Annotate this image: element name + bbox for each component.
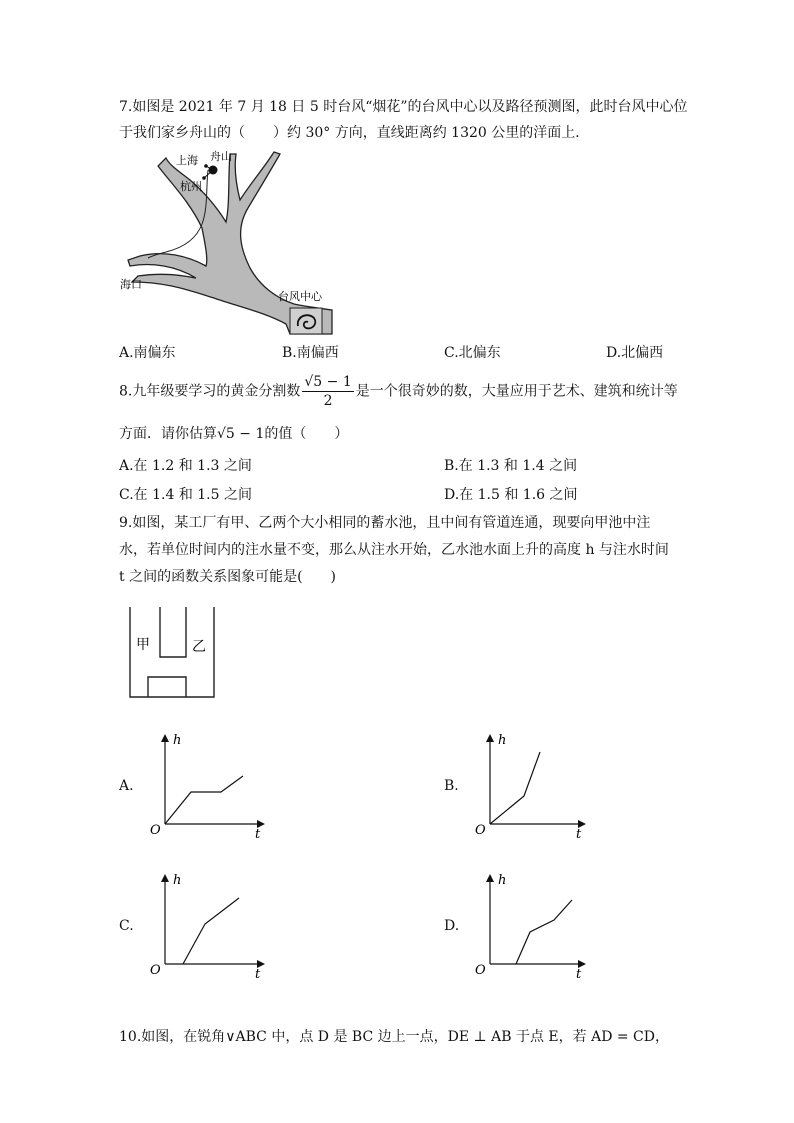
q9-text-line3: t 之间的函数关系图象可能是( ) bbox=[119, 569, 336, 585]
q9-text-line2: 水，若单位时间内的注水量不变，那么从注水开始，乙水池水面上升的高度 h 与注水时间 bbox=[119, 542, 669, 558]
q9-option-c-label: C. bbox=[119, 918, 134, 934]
q8-line2-pre: 方面．请你估算 bbox=[119, 426, 217, 442]
q7-text-line2: 于我们家乡舟山的（ ）约 30° 方向，直线距离约 1320 公里的洋面上． bbox=[119, 125, 590, 141]
q8-option-d: D.在 1.5 和 1.6 之间 bbox=[444, 487, 578, 503]
q8-option-b: B.在 1.3 和 1.4 之间 bbox=[444, 458, 578, 474]
q9-option-d-label: D. bbox=[444, 918, 460, 934]
q7-option-d: D.北偏西 bbox=[606, 345, 664, 361]
map-label-haikou: 海口 bbox=[120, 278, 142, 291]
q8-fraction-denominator: 2 bbox=[323, 393, 333, 409]
q8-option-c: C.在 1.4 和 1.5 之间 bbox=[119, 487, 252, 503]
q9-option-b-label: B. bbox=[444, 778, 459, 794]
graph-c-origin: O bbox=[150, 963, 161, 978]
graph-a-axis-x: t bbox=[255, 827, 261, 840]
graph-d-axis-y: h bbox=[498, 873, 507, 888]
tank-label-left: 甲 bbox=[136, 637, 150, 653]
map-label-shanghai: 上海 bbox=[176, 154, 198, 167]
q8-expression: √5 − 1 bbox=[217, 426, 265, 442]
q9-tank-diagram bbox=[126, 605, 218, 701]
q9-graph-a bbox=[143, 730, 273, 840]
q10-text-line1: 10.如图，在锐角∨ABC 中，点 D 是 BC 边上一点，DE ⊥ AB 于点 E，若 AD = CD， bbox=[119, 1029, 669, 1045]
q7-option-c: C.北偏东 bbox=[444, 345, 501, 361]
tank-label-right: 乙 bbox=[192, 639, 206, 655]
graph-d-origin: O bbox=[475, 963, 486, 978]
q8-line1-pre: 8.九年级要学习的黄金分割数 bbox=[119, 383, 301, 400]
graph-a-axis-y: h bbox=[173, 733, 182, 748]
q8-line2-post: 的值（ ） bbox=[264, 426, 349, 442]
q8-text-line2 bbox=[119, 424, 348, 444]
q8-text-line1 bbox=[119, 373, 678, 410]
q9-text-line1: 9.如图，某工厂有甲、乙两个大小相同的蓄水池，且中间有管道连通，现要向甲池中注 bbox=[119, 515, 651, 531]
graph-d-axis-x: t bbox=[576, 967, 582, 980]
q9-graph-d bbox=[468, 870, 598, 980]
q9-option-a-label: A. bbox=[119, 778, 134, 794]
map-label-typhoon: 台风中心 bbox=[278, 290, 322, 303]
q8-fraction-numerator: √5 − 1 bbox=[304, 374, 352, 390]
q7-option-a: A.南偏东 bbox=[119, 345, 176, 361]
q7-text-line1: 7.如图是 2021 年 7 月 18 日 5 时台风“烟花”的台风中心以及路径预测图，此时台风中心位 bbox=[119, 99, 688, 115]
graph-c-axis-x: t bbox=[255, 967, 261, 980]
q7-typhoon-map bbox=[118, 148, 333, 338]
graph-c-axis-y: h bbox=[173, 873, 182, 888]
graph-b-origin: O bbox=[475, 823, 486, 838]
q8-fraction bbox=[302, 373, 353, 410]
graph-a-origin: O bbox=[150, 823, 161, 838]
graph-b-axis-y: h bbox=[498, 733, 507, 748]
q8-option-a: A.在 1.2 和 1.3 之间 bbox=[119, 458, 252, 474]
q9-graph-c bbox=[143, 870, 273, 980]
map-label-hangzhou: 杭州 bbox=[180, 180, 202, 193]
q8-line1-post: 是一个很奇妙的数，大量应用于艺术、建筑和统计等 bbox=[355, 383, 678, 400]
q9-graph-b bbox=[468, 730, 598, 840]
graph-b-axis-x: t bbox=[576, 827, 582, 840]
map-label-zhoushan: 舟山 bbox=[210, 150, 232, 163]
q7-option-b: B.南偏西 bbox=[282, 345, 339, 361]
